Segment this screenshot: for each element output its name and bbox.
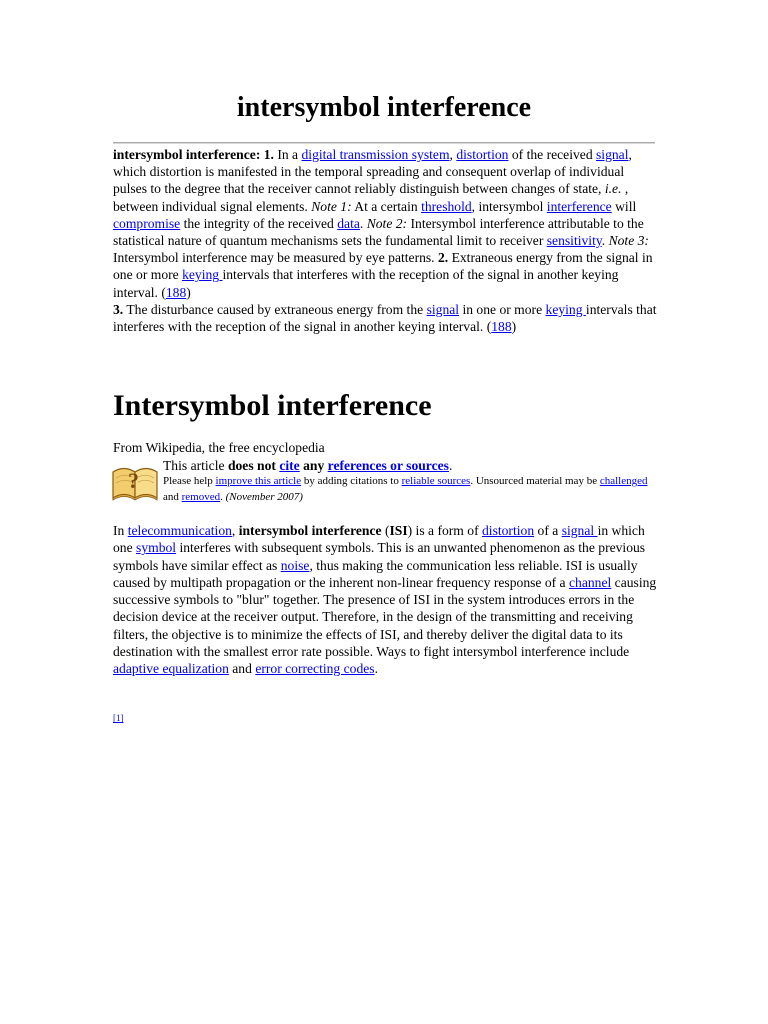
- body-text: of a: [534, 523, 562, 538]
- notice-text: . Unsourced material may be: [470, 475, 600, 487]
- body-text: interferes with subsequent symbols. This is an unwanted phenomenon as the previous symbols have similar effect as: [113, 540, 646, 573]
- definition-text: .: [359, 215, 367, 231]
- ie-abbreviation: i.e.: [604, 181, 622, 197]
- reference-link-1[interactable]: [1]: [113, 713, 124, 723]
- link-symbol[interactable]: symbol: [136, 540, 177, 556]
- article-body-paragraph: [113, 522, 658, 678]
- reference-marker-container: [113, 712, 124, 724]
- body-text: (: [381, 523, 390, 538]
- notice-text: This article: [163, 458, 228, 473]
- definition-text: The disturbance caused by extraneous energy from the: [123, 301, 427, 317]
- link-compromise[interactable]: compromise: [113, 215, 181, 231]
- link-adaptive-equalization[interactable]: adaptive equalization: [113, 661, 229, 677]
- definition-text: , intersymbol: [471, 198, 547, 214]
- note-3-label: Note 3:: [608, 233, 649, 249]
- body-text: In: [113, 523, 128, 538]
- definition-text: in one or more: [459, 301, 546, 317]
- link-references-or-sources[interactable]: references or sources: [327, 458, 449, 473]
- link-signal[interactable]: signal: [596, 147, 629, 162]
- definition-text: Intersymbol interference attributable to the statistical nature of quantum mechanisms sets the fundamental limit to receiver: [113, 215, 644, 249]
- svg-text:?: ?: [128, 468, 139, 493]
- link-reliable-sources[interactable]: reliable sources: [401, 475, 471, 487]
- notice-details: [163, 474, 653, 505]
- body-text: and: [228, 661, 256, 677]
- body-text: ,: [231, 523, 239, 538]
- definition-text: .: [601, 233, 609, 249]
- link-distortion[interactable]: distortion: [482, 523, 535, 538]
- definition-text: ): [511, 319, 517, 335]
- definition-text: Extraneous energy from the signal in one or more: [113, 250, 653, 283]
- link-noise[interactable]: noise: [280, 557, 310, 573]
- definition-text: will: [611, 198, 637, 214]
- definition-number-2: 2.: [437, 250, 449, 266]
- definition-paragraph: [113, 146, 658, 335]
- link-threshold[interactable]: threshold: [421, 198, 472, 214]
- notice-text: .: [448, 458, 453, 473]
- definition-term: intersymbol interference: 1.: [113, 147, 274, 162]
- link-challenged[interactable]: challenged: [599, 475, 648, 487]
- link-keying[interactable]: keying: [545, 301, 586, 317]
- link-keying[interactable]: keying: [182, 267, 223, 283]
- body-text: in which one: [113, 523, 645, 556]
- link-interference[interactable]: interference: [546, 198, 612, 214]
- notice-emphasis: does not: [227, 458, 276, 473]
- body-text: causing successive symbols to "blur" together. The presence of ISI in the system introduces errors in the decision device at the receiver output. Therefore, in the design of the transmitting and receiving filters, the objective is to minimize the effects of ISI, and thereby deliver the digital data to its destination with the smallest error rate possible. Ways to fight intersymbol interference include: [113, 574, 657, 660]
- link-channel[interactable]: channel: [569, 574, 612, 590]
- link-signal[interactable]: signal: [426, 301, 460, 317]
- definition-text: intervals that interferes with the reception of the signal in another keying interval. (: [113, 267, 619, 300]
- notice-date: (November 2007): [225, 490, 303, 503]
- article-title: Intersymbol interference: [113, 389, 432, 422]
- definition-text: of the received: [508, 147, 597, 162]
- notice-text: .: [220, 490, 226, 503]
- article-source-line: From Wikipedia, the free encyclopedia: [113, 440, 325, 455]
- definition-text: At a certain: [351, 198, 422, 214]
- definition-text: the integrity of the received: [180, 215, 338, 231]
- link-reference-188[interactable]: 188: [491, 319, 512, 335]
- definition-text: Intersymbol interference may be measured by eye patterns.: [113, 250, 438, 266]
- definition-text: , between individual signal elements.: [113, 181, 629, 214]
- body-text: ) is a form of: [407, 523, 482, 538]
- body-text: , thus making the communication less reliable. ISI is usually caused by multipath propagation or the inherent non-linear frequency response of a: [113, 557, 638, 590]
- notice-text: Please help: [163, 475, 216, 487]
- definition-text: , which distortion is manifested in the temporal spreading and consequent overlap of individual pulses to the degree that the receiver cannot reliably distinguish between changes of state,: [113, 147, 632, 197]
- link-signal[interactable]: signal: [561, 523, 598, 538]
- definition-text: ): [186, 284, 191, 300]
- open-book-question-icon: [110, 460, 160, 502]
- term-isi: ISI: [389, 523, 408, 538]
- definition-text: ,: [449, 147, 457, 162]
- link-data[interactable]: data: [337, 215, 360, 231]
- link-reference-188[interactable]: 188: [165, 284, 187, 300]
- link-telecommunication[interactable]: telecommunication: [127, 523, 232, 538]
- note-2-label: Note 2:: [366, 215, 408, 231]
- notice-text: by adding citations to: [301, 475, 402, 487]
- link-removed[interactable]: removed: [181, 490, 221, 503]
- term-intersymbol-interference: intersymbol interference: [238, 523, 382, 538]
- definition-text: In a: [273, 147, 302, 162]
- link-error-correcting-codes[interactable]: error correcting codes: [255, 661, 375, 677]
- note-1-label: Note 1:: [311, 198, 352, 214]
- link-digital-transmission-system[interactable]: digital transmission system: [301, 147, 450, 162]
- body-text: .: [374, 661, 378, 677]
- link-cite[interactable]: cite: [279, 458, 300, 473]
- page-title: intersymbol interference: [236, 92, 532, 123]
- link-distortion[interactable]: distortion: [456, 147, 509, 162]
- title-divider: [113, 142, 655, 144]
- definition-text: intervals that interferes with the reception of the signal in another keying interval. (: [113, 301, 657, 335]
- link-sensitivity[interactable]: sensitivity: [546, 233, 602, 249]
- notice-emphasis: any: [303, 458, 325, 473]
- notice-text: and: [163, 490, 182, 503]
- notice-message: [163, 458, 452, 474]
- link-improve-this-article[interactable]: improve this article: [215, 475, 302, 487]
- definition-number-3: 3.: [113, 301, 124, 317]
